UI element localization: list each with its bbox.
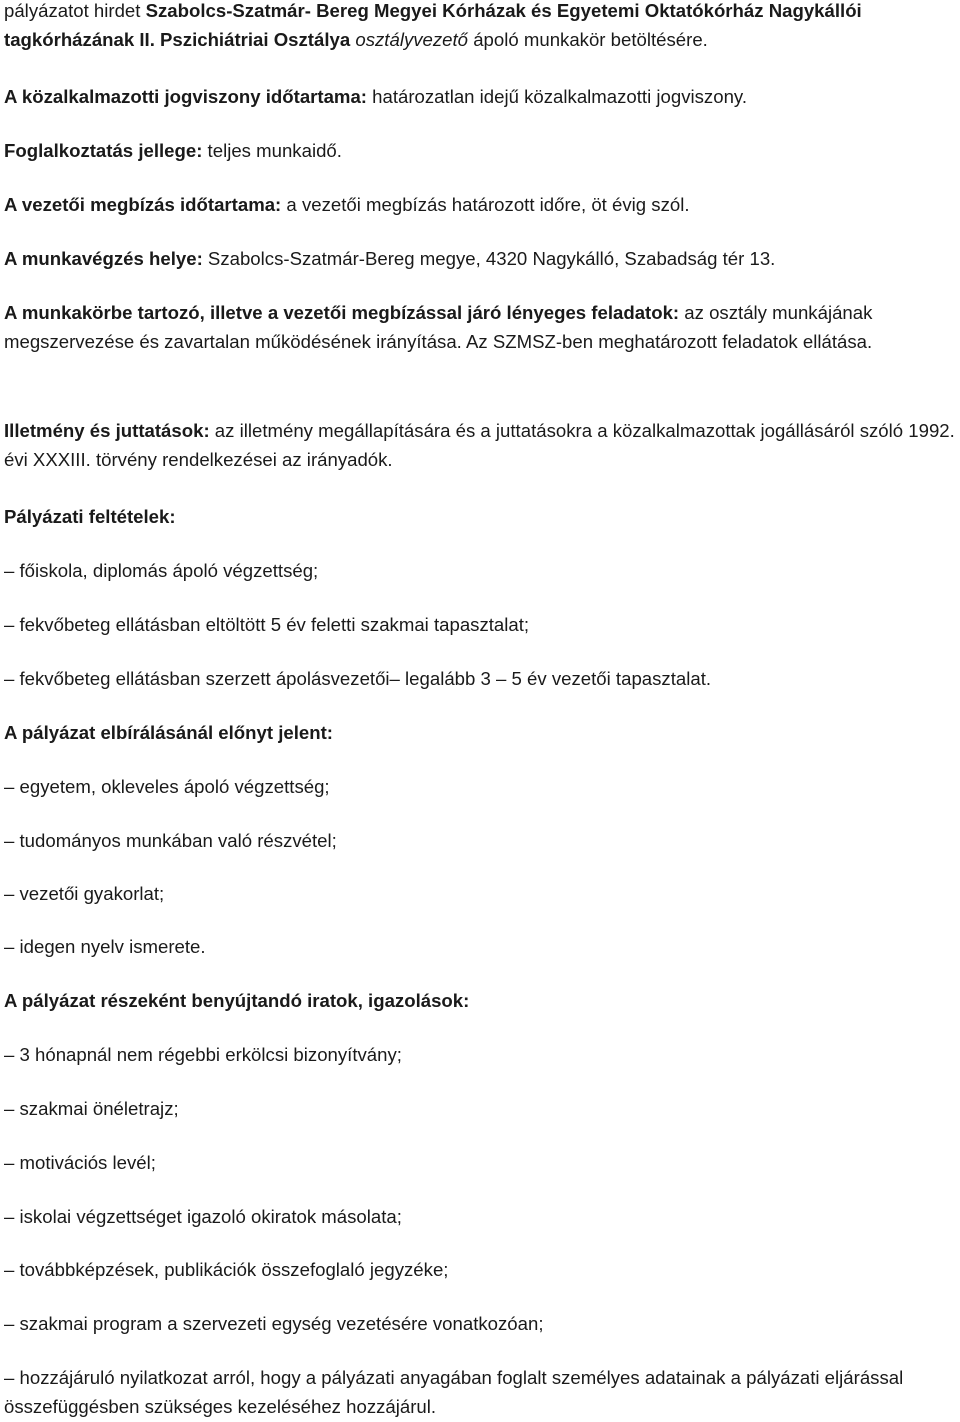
field-value: határozatlan idejű közalkalmazotti jogviszony. xyxy=(367,86,747,107)
field-label: Illetmény és juttatások: xyxy=(4,420,210,441)
field-work-type xyxy=(4,136,956,165)
field-mandate-duration xyxy=(4,190,956,219)
field-label: A munkavégzés helye: xyxy=(4,248,203,269)
field-employment-duration xyxy=(4,82,956,111)
advantage-item: – vezetői gyakorlat; xyxy=(4,883,165,904)
field-label: A munkakörbe tartozó, illetve a vezetői megbízással járó lényeges feladatok: xyxy=(4,302,680,323)
field-value: Szabolcs-Szatmár-Bereg megye, 4320 Nagykálló, Szabadság tér 13. xyxy=(202,248,776,269)
position-title: osztályvezető xyxy=(355,29,469,50)
field-salary xyxy=(4,416,956,474)
field-tasks xyxy=(4,298,956,356)
field-value: az osztály munkájának megszervezése és zavartalan működésének irányítása. Az SZMSZ-ben meghatározott feladatok ellátása. xyxy=(4,302,873,352)
field-label: A vezetői megbízás időtartama: xyxy=(4,194,282,215)
document-item: – iskolai végzettséget igazoló okiratok másolata; xyxy=(4,1206,402,1227)
institution-name: Szabolcs-Szatmár- Bereg Megyei Kórházak és Egyetemi Oktatókórház Nagykállói tagkórházának II. Pszichiátriai Osztálya xyxy=(4,0,862,50)
section-heading: Pályázati feltételek: xyxy=(4,506,176,527)
document-item: – hozzájáruló nyilatkozat arról, hogy a pályázati anyagában foglalt személyes adatainak a pályázati eljárással összefüggésben szükséges kezeléséhez hozzájárul. xyxy=(4,1367,904,1417)
intro-post: ápoló munkakör betöltésére. xyxy=(468,29,708,50)
condition-item: – fekvőbeteg ellátásban szerzett ápolásvezetői– legalább 3 – 5 év vezetői tapasztalat. xyxy=(4,668,712,689)
document-item: – motivációs levél; xyxy=(4,1152,156,1173)
document-item: – szakmai program a szervezeti egység vezetésére vonatkozóan; xyxy=(4,1313,544,1334)
field-value: a vezetői megbízás határozott időre, öt évig szól. xyxy=(281,194,690,215)
field-label: A közalkalmazotti jogviszony időtartama: xyxy=(4,86,367,107)
advantage-item: – idegen nyelv ismerete. xyxy=(4,936,206,957)
condition-item: – fekvőbeteg ellátásban eltöltött 5 év feletti szakmai tapasztalat; xyxy=(4,614,530,635)
field-label: Foglalkoztatás jellege: xyxy=(4,140,203,161)
intro-pre: pályázatot hirdet xyxy=(4,0,146,21)
document-item: – szakmai önéletrajz; xyxy=(4,1098,179,1119)
advantages-heading xyxy=(4,718,956,747)
document-item: – 3 hónapnál nem régebbi erkölcsi bizonyítvány; xyxy=(4,1044,402,1065)
document-item: – továbbképzések, publikációk összefoglaló jegyzéke; xyxy=(4,1259,449,1280)
conditions-heading xyxy=(4,502,956,531)
intro-paragraph xyxy=(4,0,956,54)
field-value: teljes munkaidő. xyxy=(202,140,342,161)
field-workplace xyxy=(4,244,956,273)
advantage-item: – egyetem, okleveles ápoló végzettség; xyxy=(4,776,330,797)
field-value: az illetmény megállapítására és a juttatásokra a közalkalmazottak jogállásáról szóló 1992. évi XXXIII. törvény rendelkezései az irányadók. xyxy=(4,420,955,470)
section-heading: A pályázat elbírálásánál előnyt jelent: xyxy=(4,722,333,743)
documents-heading xyxy=(4,986,956,1015)
condition-item: – főiskola, diplomás ápoló végzettség; xyxy=(4,560,319,581)
advantage-item: – tudományos munkában való részvétel; xyxy=(4,830,337,851)
section-heading: A pályázat részeként benyújtandó iratok, igazolások: xyxy=(4,990,470,1011)
